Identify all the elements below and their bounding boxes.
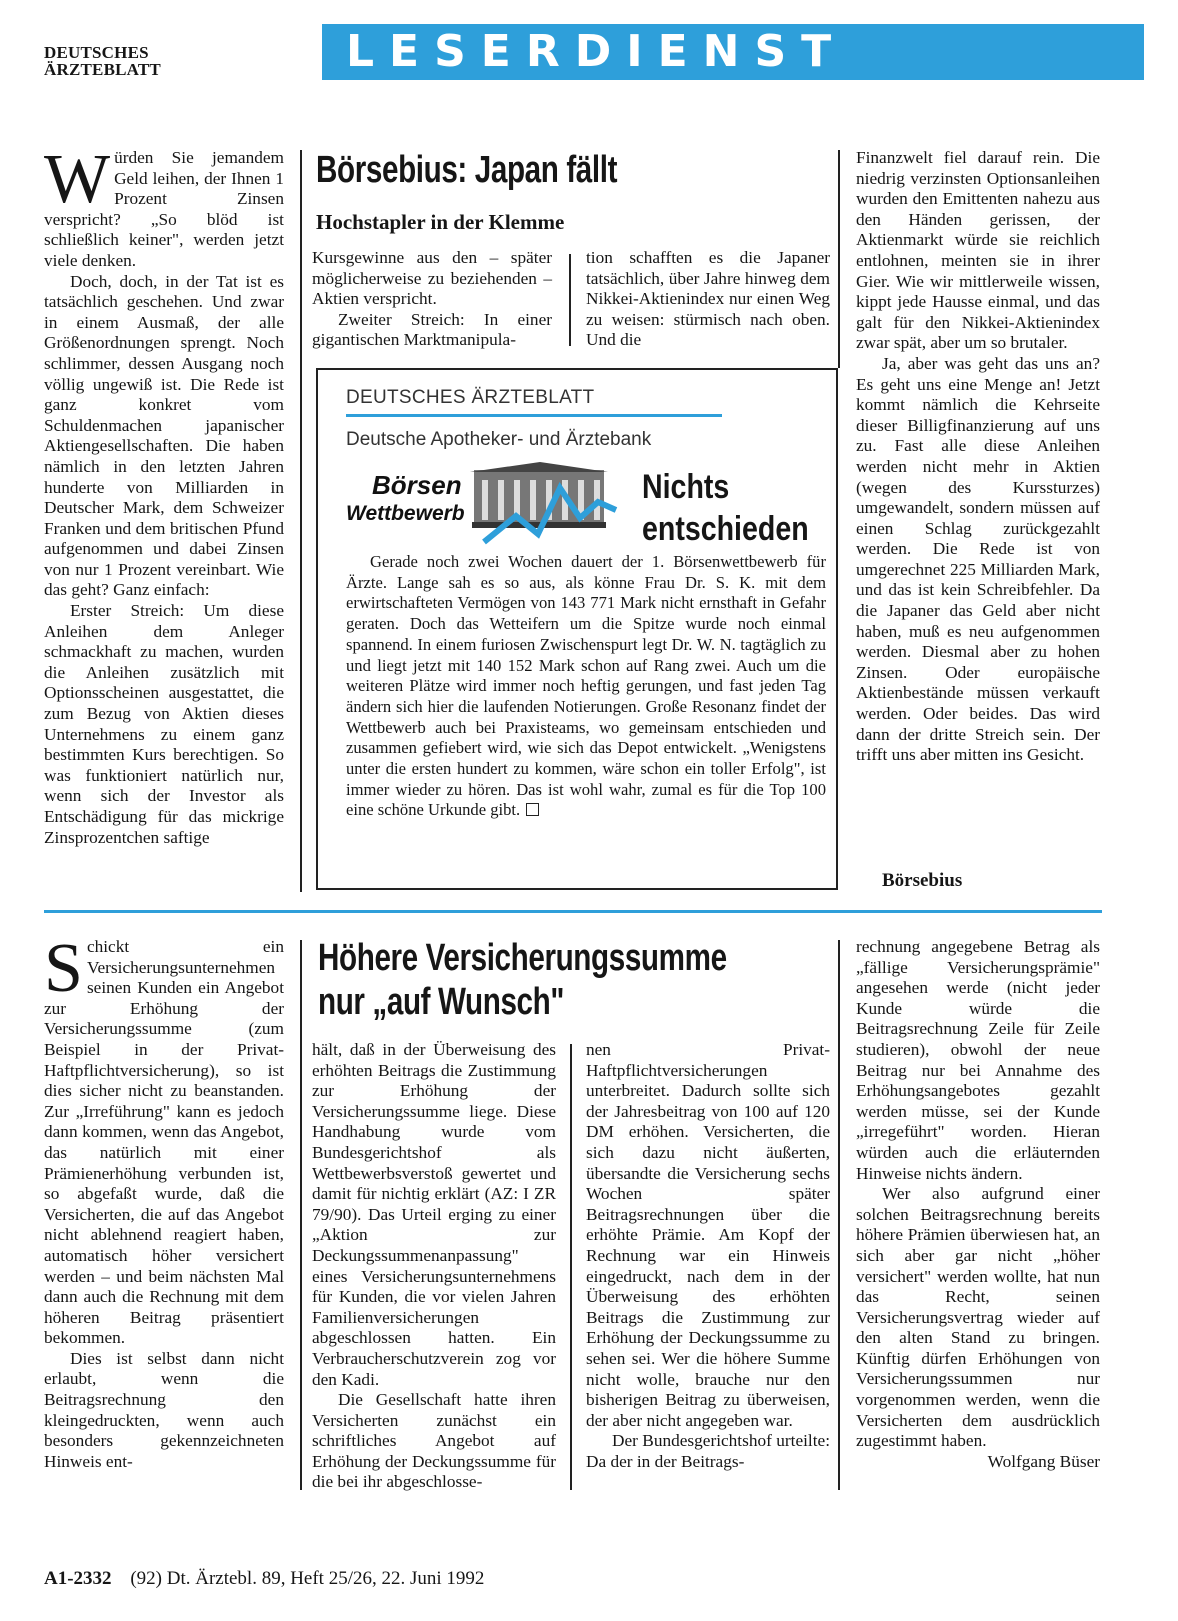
footer-page-code: A1-2332 (44, 1568, 112, 1589)
logo-line2: Wettbewerb (346, 502, 465, 525)
article1-col1-para1: ürden Sie jemandem Geld leihen, der Ihnen 1 Prozent Zinsen verspricht? „So blöd ist schließlich keiner", werden jetzt viele denken. (44, 148, 284, 270)
article1-col4-para1: Finanzwelt fiel darauf rein. Die niedrig verzinsten Optionsanleihen wurden den Emittenten nahezu aus den Händen gerissen, der Aktienmarkt würde sie reichlich entlohnen, meinten sie in ihrer Gier. Wie wir mittlerweile wissen, kippt jede Hausse einmal, und das galt für den Nikkei-Aktienindex zwar spät, aber um so brutaler. (856, 148, 1100, 353)
article2-author: Wolfgang Büser (987, 1451, 1100, 1471)
masthead-logo (44, 44, 161, 78)
article2-column-1 (44, 930, 284, 1472)
article1-column-4 (856, 148, 1100, 766)
box-headline (642, 466, 809, 550)
box-text (346, 552, 826, 821)
column-divider (300, 150, 302, 892)
box-body: Gerade noch zwei Wochen dauert der 1. Börsenwettbewerb für Ärzte. Lange sah es so aus, als könne Frau Dr. S. K. mit dem erwirtschafteten Vermögen von 143 771 Mark nicht ernsthaft in Gefahr geraten. Doch das Wetteifern um die Spitze wurde noch einmal spannend. In einem furiosen Zwischenspurt legt Dr. W. N. tagtäglich zu und liegt jetzt mit 140 152 Mark schon auf Rang zwei. Auch um die weiteren Plätze wird immer noch heftig gerungen, und fast jeden Tag ändern sich hier die laufenden Notierungen. Große Resonanz findet der Wettbewerb auch bei Praxisteams, wo gemeinsam entschieden und zusammen gefiebert wird, wie sich das Depot entwickelt. „Wenigstens unter die ersten hundert zu kommen, wäre schon ein toller Erfolg", ist immer wieder zu hören. Das ist wohl wahr, zumal es für die Top 100 eine schöne Urkunde gibt. (346, 552, 826, 820)
article2-column-2 (312, 1040, 556, 1493)
box-headline-line1: Nichts (642, 468, 730, 506)
column-divider (838, 150, 840, 368)
article2-col1-para2: Dies ist selbst dann nicht erlaubt, wenn die Beitragsrechnung den kleingedruckten, wenn auch besonders gekennzeichneten Hinweis ent- (44, 1348, 284, 1471)
section-banner-label: LESERDIENST (346, 26, 847, 77)
footer-citation: (92) Dt. Ärztebl. 89, Heft 25/26, 22. Juni 1992 (130, 1568, 485, 1589)
article1-col4-para2: Ja, aber was geht das uns an? Es geht uns eine Menge an! Jetzt kommt nämlich die Kehrseite dieser Billigfinanzierung auf uns zu. Fast alle diese Anleihen werden nicht mehr in Aktien (wegen des Kurssturzes) umgewandelt, sondern müssen auf einen Schlag zurückgezahlt werden. Die Rede ist von umgerechnet 225 Milliarden Mark, und das ist kein Schreibfehler. Da die Japaner das Geld aber nicht haben, muß es neu aufgenommen werden. Diesmal aber zu hohen Zinsen. Oder europäische Aktienbestände müssen verkauft werden. Oder beides. Das wird dann der dritte Streich sein. Der trifft uns aber mitten ins Gesicht. (856, 353, 1100, 765)
article2-column-3 (586, 1040, 830, 1472)
column-divider (838, 940, 840, 1490)
column-divider (300, 940, 302, 1490)
logo-line1: Börsen (372, 470, 462, 500)
stock-exchange-building-icon (470, 462, 608, 528)
article2-title-line1: Höhere Versicherungssumme (318, 937, 727, 979)
article1-col2-para2: Zweiter Streich: In einer gigantischen Marktmanipula- (312, 309, 552, 350)
article2-col4-para2: Wer also aufgrund einer solchen Beitragsrechnung bereits höhere Prämien überwiesen hat, an sich aber gar nicht „höher versichert" werden wollte, hat nun das Recht, seinen Versicherungsvertrag wieder auf den alten Stand zu bringen. Künftig dürfen Erhöhungen von Versicherungssummen nur vorgenommen werden, wenn die Versicherten dem ausdrücklich zugestimmt haben. (856, 1184, 1100, 1451)
article1-column-1 (44, 141, 284, 848)
article2-drop-cap: S (44, 930, 83, 1007)
article2-col1-para1: chickt ein Versicherungsunternehmen seinen Kunden ein Angebot zur Erhöhung der Versicherungssumme (zum Beispiel in der Privat-Haftpflichtversicherung), so ist dies sicher nicht zu beanstanden. Zur „Irreführung" kann es jedoch dann kommen, wenn das Angebot, das natürlich mit einer Prämienerhöhung verbunden ist, so abgefaßt wurde, daß die Versicherten, die auf das Angebot nicht ablehnend reagiert haben, automatisch höher versichert werden – und beim nächsten Mal dann auch die Rechnung mit dem höheren Beitrag präsentiert bekommen. (44, 937, 284, 1348)
article2-col3-para1: nen Privat-Haftpflichtversicherungen unterbreitet. Dadurch sollte sich der Jahresbeitrag von 100 auf 120 DM erhöhen. Versicherten, die sich dazu nicht äußerten, übersandte die Versicherung sechs Wochen später Beitragsrechnungen über die erhöhte Prämie. Am Kopf der Rechnung war ein Hinweis eingedruckt, nach dem in der Überweisung des erhöhten Beitrags die Zustimmung zur Erhöhung der Deckungssumme zu sehen sei. Wer die höhere Summe nicht wolle, brauche nur den bisherigen Beitrag zu überweisen, der aber nicht angegeben war. (586, 1040, 830, 1430)
article1-column-2 (312, 248, 552, 351)
article2-col2-para1: hält, daß in der Überweisung des erhöhten Beitrags die Zustimmung zur Erhöhung der Versicherungssumme liege. Diese Handhabung wurde vom Bundesgerichtshof als Wettbewerbsverstoß gewertet und damit für nichtig erklärt (AZ: I ZR 79/90). Das Urteil erging zu einer „Aktion zur Deckungssummenanpassung" eines Versicherungsunternehmens für Kunden, die vor vielen Jahren Familienversicherungen abgeschlossen hatten. Ein Verbraucherschutzverein zog vor den Kadi. (312, 1040, 556, 1389)
boersen-wettbewerb-logo (346, 462, 624, 546)
article2-col3-para2: Der Bundesgerichtshof urteilte: Da der in der Beitrags- (586, 1431, 830, 1471)
article1-col2-para1: Kursgewinne aus den – später möglicherweise zu beziehenden – Aktien verspricht. (312, 248, 552, 309)
end-square-icon (526, 803, 539, 816)
article1-title: Börsebius: Japan fällt (316, 149, 618, 191)
article1-col1-para2: Doch, doch, in der Tat ist es tatsächlich geschehen. Und zwar in einem Ausmaß, der alle Größenordnungen sprengt. Noch schlimmer, dessen Ausgang noch völlig ungewiß ist. Die Rede ist ganz konkret vom Schuldenmachen japanischer Aktiengesellschaften. Die haben nämlich in den letzten Jahren hunderte von Milliarden in Deutscher Mark, dem Schweizer Franken und dem britischen Pfund aufgenommen und dabei Zinsen von nur 1 Prozent vereinbart. Wie das geht? Ganz einfach: (44, 271, 284, 600)
article1-col1-para3: Erster Streich: Um diese Anleihen dem Anleger schmackhaft zu machen, wurden die Anleihen zusätzlich mit Optionsscheinen ausgestattet, die zum Bezug von Aktien dieses Unternehmens zu einem ganz bestimmten Kurs berechtigen. So was funktioniert natürlich nur, wenn sich der Investor als Entschädigung für das mickrige Zinsprozentchen saftige (44, 601, 284, 847)
box-rule (346, 414, 722, 417)
box-header: DEUTSCHES ÄRZTEBLATT (346, 387, 595, 408)
column-divider (569, 254, 571, 346)
article1-column-3 (586, 248, 830, 351)
column-divider (570, 1044, 572, 1490)
section-divider (44, 910, 1102, 913)
article1-subtitle: Hochstapler in der Klemme (316, 210, 565, 234)
masthead-line2: ÄRZTEBLATT (44, 60, 161, 79)
article2-col4-para1: rechnung angegebene Betrag als „fällige Versicherungsprämie" angesehen werde (nicht jeder Kunde würde die Beitragsrechnung Zeile für Zeile studieren), obwohl der neue Beitrag nur bei Annahme des Erhöhungsangebotes gezahlt werden müsse, sei der Kunde „irregeführt" worden. Hieran würden auch die erläuternden Hinweise nichts ändern. (856, 937, 1100, 1183)
masthead-line1: DEUTSCHES (44, 43, 149, 62)
article2-title (318, 936, 727, 1024)
box-headline-line2: entschieden (642, 510, 809, 548)
article2-column-4 (856, 937, 1100, 1472)
section-banner (322, 24, 1144, 80)
article1-author: Börsebius (882, 870, 963, 891)
box-sponsor: Deutsche Apotheker- und Ärztebank (346, 429, 652, 450)
article1-col3-para1: tion schafften es die Japaner tatsächlich, über Jahre hinweg dem Nikkei-Aktienindex nur einen Weg zu weisen: stürmisch nach oben. Und die (586, 248, 830, 350)
article2-col2-para2: Die Gesellschaft hatte ihren Versicherten zunächst ein schriftliches Angebot auf Erhöhung der Deckungssumme für die bei ihr abgeschlosse- (312, 1390, 556, 1492)
article2-title-line2: nur „auf Wunsch" (318, 981, 565, 1023)
article1-drop-cap: W (44, 141, 111, 218)
page-footer (44, 1568, 484, 1590)
